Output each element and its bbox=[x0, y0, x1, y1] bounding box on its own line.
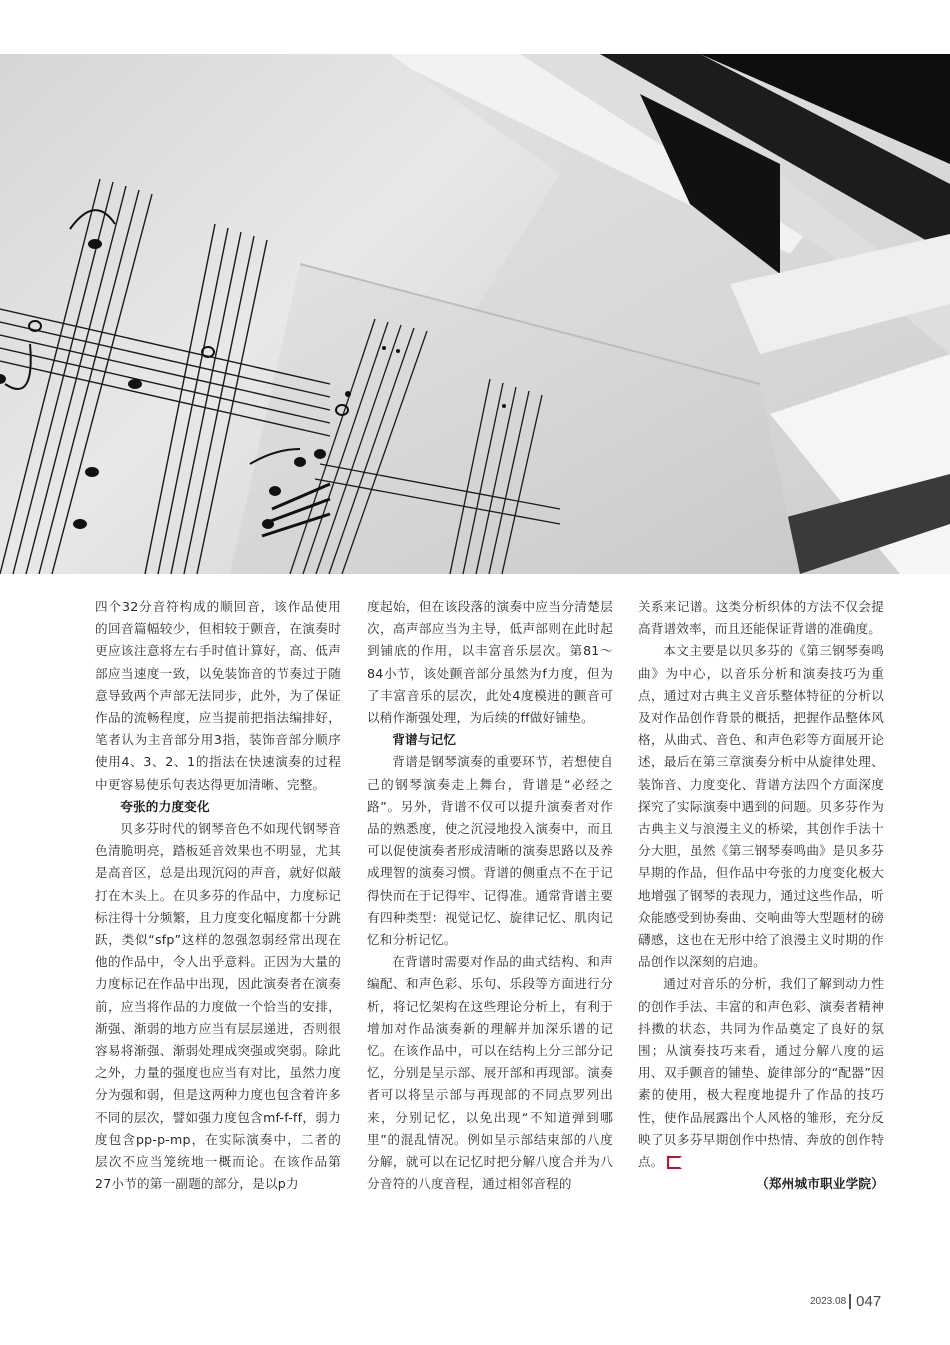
text-column-1 bbox=[95, 596, 341, 1195]
end-of-article-icon bbox=[667, 1156, 682, 1169]
author-affiliation: （郑州城市职业学院） bbox=[756, 1176, 884, 1192]
paragraph: 背谱是钢琴演奏的重要环节，若想使自己的钢琴演奏走上舞台，背谱是“必经之路”。另外，背谱不仅可以提升演奏者对作品的熟悉度，使之沉浸地投入演奏中，而且可以促使演奏者形成清晰的演奏思路以及养成理智的演奏习惯。背谱的侧重点不在于记得快而在于记得牢、记得准。通常背谱主要有四种类型：视觉记忆、旋律记忆、肌肉记忆和分析记忆。 bbox=[367, 754, 613, 948]
paragraph: 本文主要是以贝多芬的《第三钢琴奏鸣曲》为中心，以音乐分析和演奏技巧为重点，通过对古典主义音乐整体特征的分析以及对作品创作背景的概括，把握作品整体风格，从曲式、音色、和声色彩等方面展开论述，最后在第三章演奏分析中从旋律处理、装饰音、力度变化、背谱方法四个方面深度探究了实际演奏中遇到的问题。贝多芬作为古典主义与浪漫主义的桥梁，其创作手法十分大胆，虽然《第三钢琴奏鸣曲》是贝多芬早期的作品，但作品中夸张的力度变化极大地增强了钢琴的表现力，通过这些作品，听众能感受到协奏曲、交响曲等大型题材的磅礴感，这也在无形中给了浪漫主义时期的作品创作以深刻的启迪。 bbox=[638, 643, 884, 970]
footer-divider bbox=[849, 1294, 851, 1309]
paragraph-final bbox=[638, 973, 884, 1173]
paragraph: 度起始，但在该段落的演奏中应当分清楚层次，高声部应当为主导，低声部则在此时起到铺底的作用，以丰富音乐层次。第81～84小节，该处颤音部分虽然为f力度，但为了丰富音乐的层次，此处4度模进的颤音可以稍作渐强处理，为后续的ff做好铺垫。 bbox=[367, 599, 613, 726]
section-heading: 夸张的力度变化 bbox=[120, 798, 210, 814]
page-number: 047 bbox=[856, 1292, 882, 1310]
paragraph: 贝多芬时代的钢琴音色不如现代钢琴音色清脆明亮，踏板延音效果也不明显，尤其是高音区，总是出现沉闷的声音，就好似敲打在木头上。在贝多芬的作品中，力度标记标注得十分频繁，且力度变化幅度都十分跳跃，类似“sfp”这样的忽强忽弱经常出现在他的作品中，令人出乎意料。正因为大量的力度标记在作品中出现，因此演奏者在演奏前，应当将作品的力度做一个恰当的安排，渐强、渐弱的地方应当有层层递进，否则很容易将渐强、渐弱处理成突强或突弱。除此之外，力量的强度也应当有对比，虽然力度分为强和弱，但是这两种力度也包含着许多不同的层次，譬如强力度包含mf-f-ff，弱力度包含pp-p-mp，在实际演奏中，二者的层次不应当笼统地一概而论。在该作品第27小节的第一副题的部分，是以p力 bbox=[95, 821, 341, 1192]
section-heading: 背谱与记忆 bbox=[392, 732, 457, 748]
text-column-2 bbox=[367, 596, 613, 1195]
text-column-3 bbox=[638, 596, 884, 1195]
page-footer bbox=[810, 1292, 881, 1310]
paragraph: 关系来记谱。这类分析织体的方法不仅会提高背谱效率，而且还能保证背谱的准确度。 bbox=[638, 599, 884, 637]
paragraph-text: 通过对音乐的分析，我们了解到动力性的创作手法、丰富的和声色彩、演奏者精神抖擞的状态，共同为作品奠定了良好的氛围；从演奏技巧来看，通过分解八度的运用、双手颤音的铺垫、旋律部分的“配器”因素的使用，极大程度地提升了作品的技巧性，使作品展露出个人风格的雏形，充分反映了贝多芬早期创作中热情、奔放的创作特点。 bbox=[638, 976, 884, 1170]
paragraph: 四个32分音符构成的顺回音，该作品使用的回音篇幅较少，但相较于颤音，在演奏时更应该注意将左右手时值计算好，高、低声部应当速度一致，以免装饰音的节奏过于随意导致两个声部无法同步，此外，为了保证作品的流畅程度，应当提前把指法编排好，笔者认为主音部分用3指，装饰音部分顺序使用4、3、2、1的指法在快速演奏的过程中更容易使乐句表达得更加清晰、完整。 bbox=[95, 599, 341, 792]
paragraph: 在背谱时需要对作品的曲式结构、和声编配、和声色彩、乐句、乐段等方面进行分析，将记忆架构在这些理论分析上，有利于增加对作品演奏新的理解并加深乐谱的记忆。在该作品中，可以在结构上分三部分记忆，分别是呈示部、展开部和再现部。演奏者可以将呈示部与再现部的不同点罗列出来，分别记忆，以免出现“不知道弹到哪里”的混乱情况。例如呈示部结束部的八度分解，就可以在记忆时把分解八度合并为八分音符的八度音程，通过相邻音程的 bbox=[367, 954, 613, 1192]
hero-photo-sheet-music-piano bbox=[0, 54, 950, 574]
issue-date: 2023.08 bbox=[810, 1295, 847, 1307]
